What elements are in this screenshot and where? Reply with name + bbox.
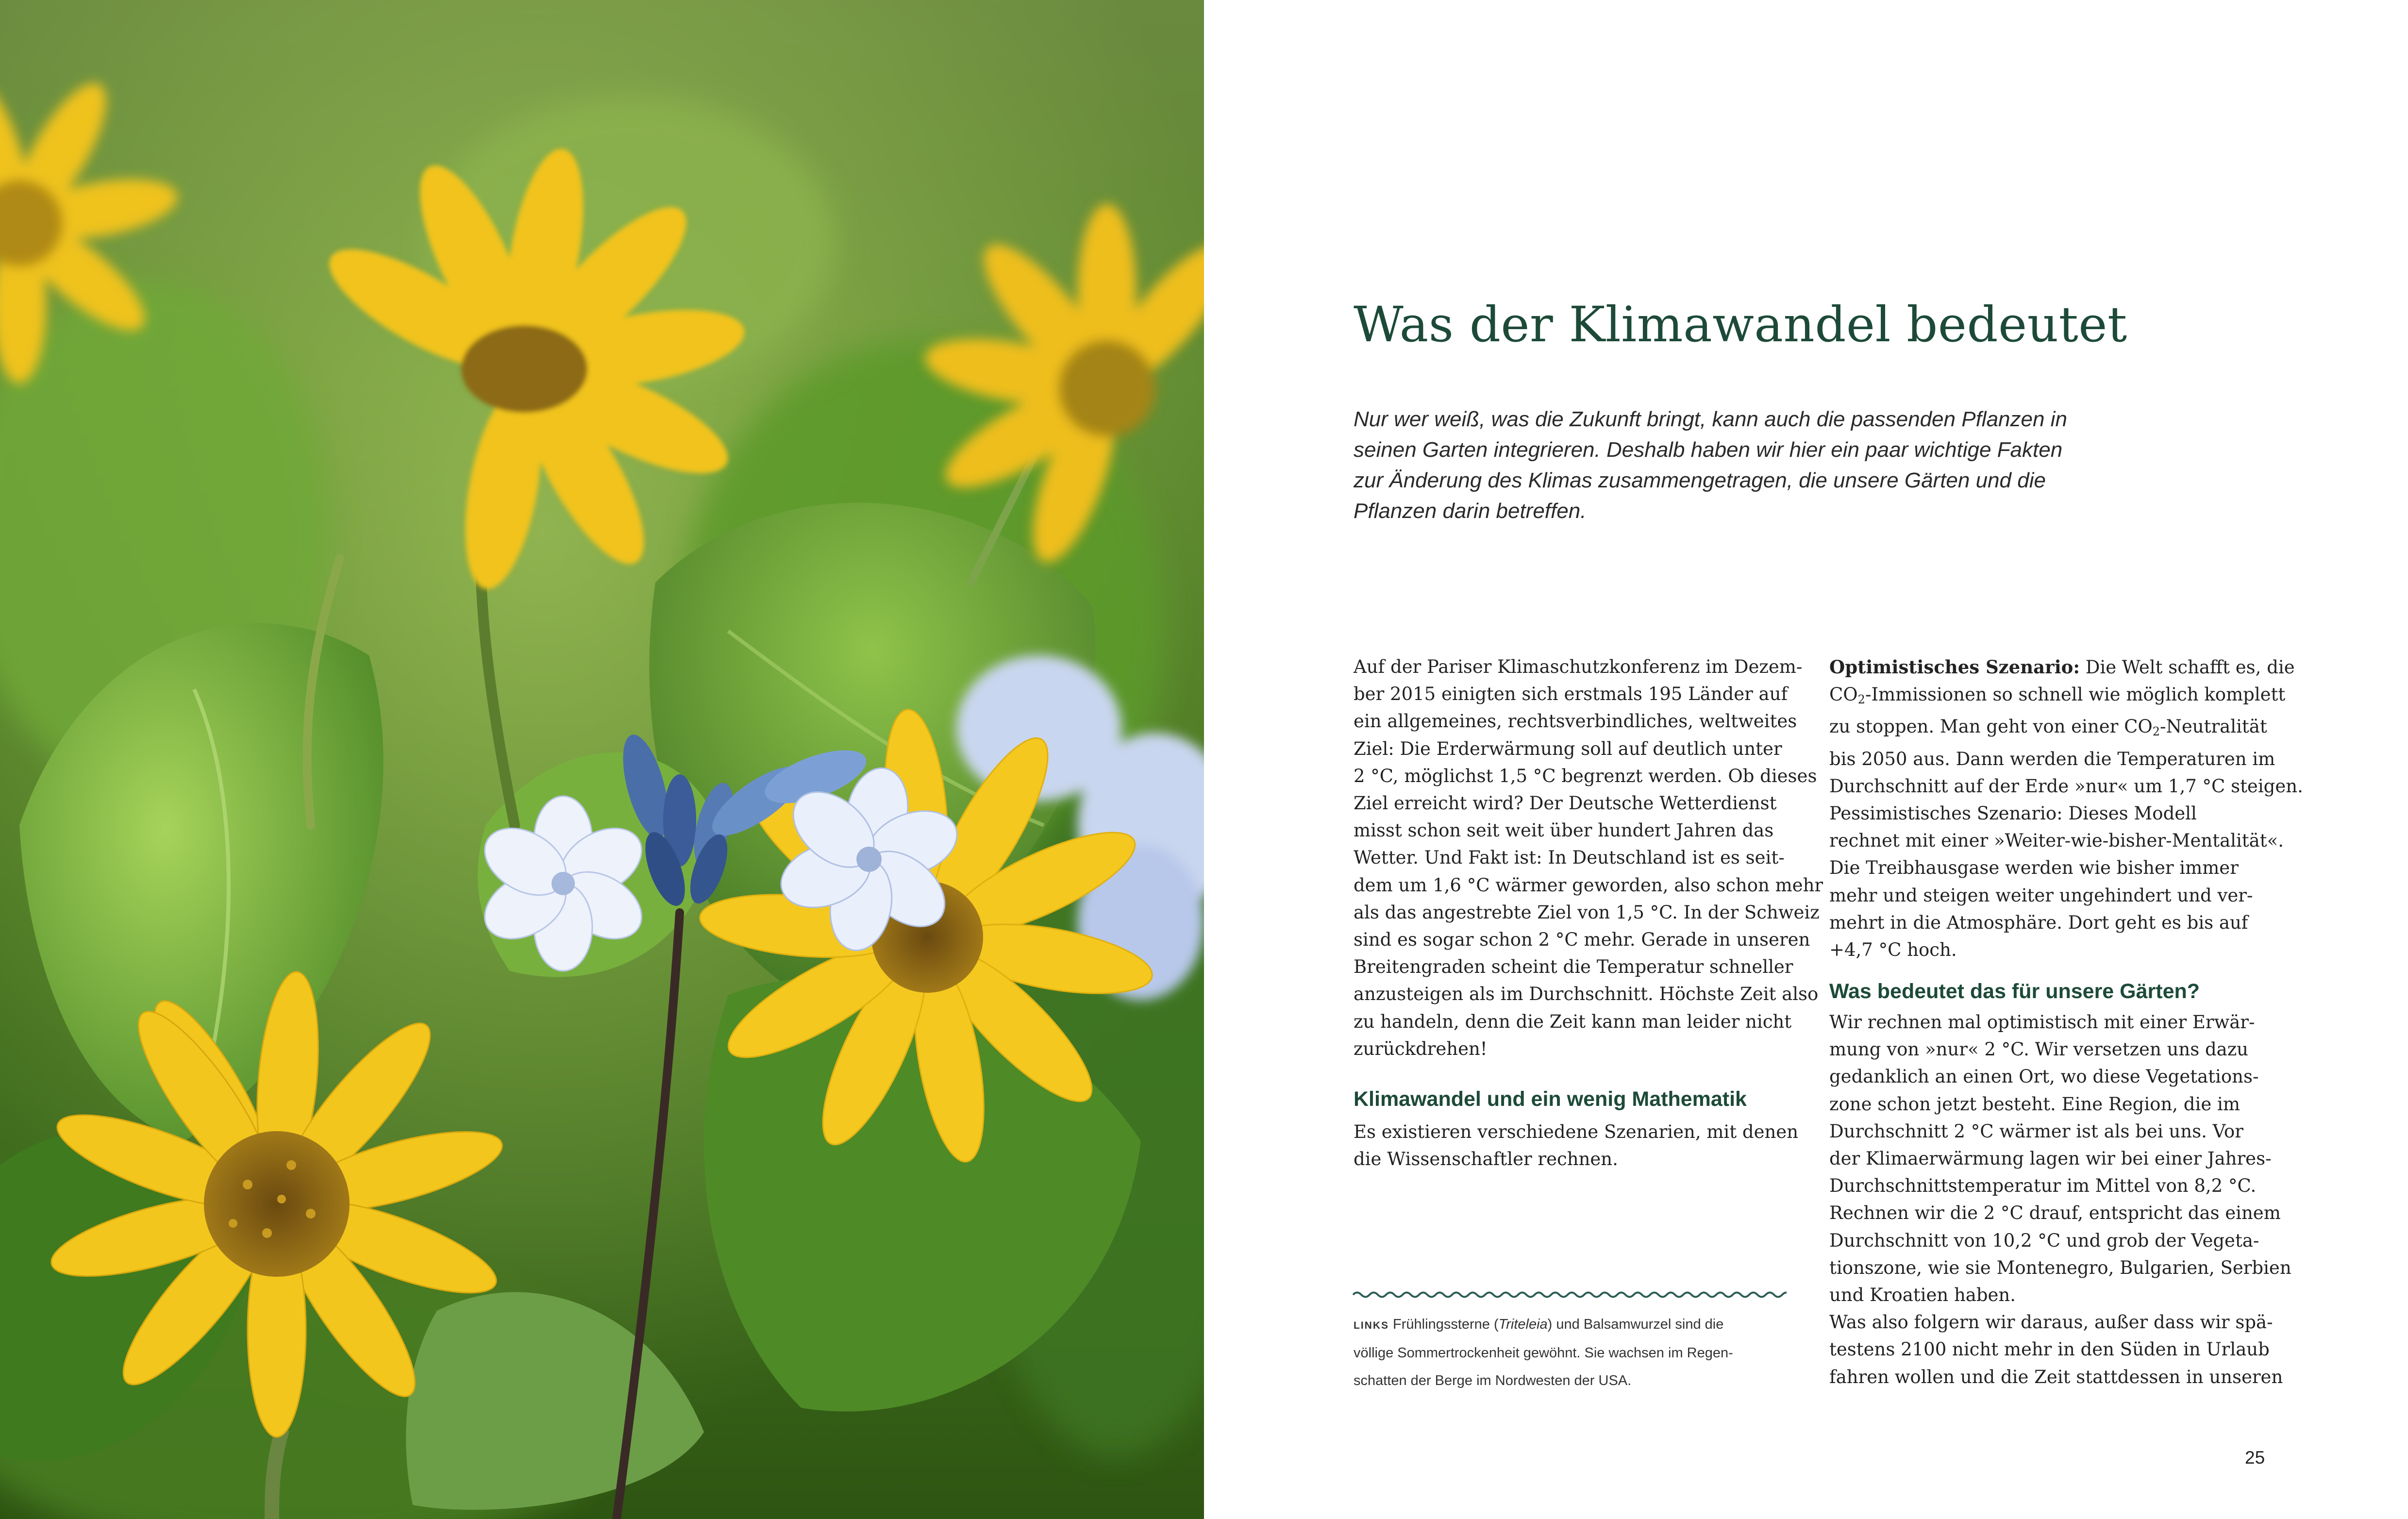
body-line: die Wissenschaftler rechnen. [1354,1149,1618,1170]
body-line: Ziel erreicht wird? Der Deutsche Wetterdienst [1354,793,1777,814]
caption-text: Frühlingssterne ( [1389,1317,1499,1332]
body-line: der Klimaerwärmung lagen wir bei einer Jahres- [1829,1148,2272,1169]
left-column-text [1354,653,1823,1063]
subheading-gardens: Was bedeutet das für unsere Gärten? [1829,980,2200,1003]
body-line: gedanklich an einen Ort, wo diese Vegetations- [1829,1066,2259,1087]
body-line: 2 °C, möglichst 1,5 °C begrenzt werden. Ob dieses [1354,765,1817,786]
body-line: +4,7 °C hoch. [1829,939,1957,961]
body-line: als das angestrebte Ziel von 1,5 °C. In der Schweiz [1354,901,1820,923]
body-line: tionszone, wie sie Montenegro, Bulgarien, Serbien [1829,1257,2291,1278]
body-line: anzusteigen als im Durchschnitt. Höchste Zeit also [1354,984,1819,1005]
co2-subscript: 2 [1857,693,1865,707]
body-text: -Immissionen so schnell wie möglich komplett [1865,684,2286,705]
body-line: Durchschnitt auf der Erde »nur« um 1,7 °C steigen. [1829,775,2303,797]
body-line: mehr und steigen weiter ungehindert und ver- [1829,885,2253,906]
body-line: Pessimistisches Szenario: Dieses Modell [1829,803,2197,824]
body-line: ber 2015 einigten sich erstmals 195 Länder auf [1354,684,1788,705]
body-line: zu handeln, denn die Zeit kann man leider nicht [1354,1011,1792,1032]
body-line: Durchschnittstemperatur im Mittel von 8,2 °C. [1829,1175,2257,1197]
body-line: Durchschnitt 2 °C wärmer ist als bei uns. Vor [1829,1120,2243,1142]
intro-line: Nur wer weiß, was die Zukunft bringt, kann auch die passenden Pflanzen in [1354,407,2067,431]
caption-label: LINKS [1354,1320,1389,1331]
intro-line: zur Änderung des Klimas zusammengetragen, die unsere Gärten und die [1354,468,2046,492]
right-column-text-b [1829,1009,2291,1391]
body-line: Rechnen wir die 2 °C drauf, entspricht das einem [1829,1202,2281,1224]
body-text: Die Welt schafft es, die [2079,657,2295,678]
body-line: Ziel: Die Erderwärmung soll auf deutlich unter [1354,738,1782,759]
optimistic-label: Optimistisches Szenario: [1829,656,2080,678]
body-line: Wetter. Und Fakt ist: In Deutschland ist es seit- [1354,847,1785,868]
body-line: Was also folgern wir daraus, außer dass wir spä- [1829,1312,2273,1333]
body-line: mehrt in die Atmosphäre. Dort geht es bis auf [1829,912,2248,933]
caption-line: völlige Sommertrockenheit gewöhnt. Sie wachsen im Regen- [1354,1345,1733,1361]
caption-text: ) und Balsamwurzel sind die [1547,1317,1724,1332]
co2-subscript: 2 [2152,725,2160,739]
body-line: und Kroatien haben. [1829,1285,2016,1306]
intro-line: seinen Garten integrieren. Deshalb haben wir hier ein paar wichtige Fakten [1354,438,2063,462]
body-line: rechnet mit einer »Weiter-wie-bisher-Mentalität«. [1829,830,2284,851]
body-line: misst schon seit weit über hundert Jahren das [1354,820,1774,841]
photo-caption [1354,1311,1733,1395]
left-column-text-b [1354,1118,1798,1173]
body-line: bis 2050 aus. Dann werden die Temperaturen im [1829,748,2275,769]
body-line: ein allgemeines, rechtsverbindliches, weltweites [1354,711,1797,732]
right-column-text [1829,653,2303,964]
body-line: Durchschnitt von 10,2 °C und grob der Vegeta- [1829,1230,2259,1251]
body-line: Breitengraden scheint die Temperatur schneller [1354,956,1793,978]
page-title: Was der Klimawandel bedeutet [1354,296,2127,353]
body-line: Auf der Pariser Klimaschutzkonferenz im Dezem- [1354,656,1803,677]
body-line: Es existieren verschiedene Szenarien, mit denen [1354,1121,1799,1142]
body-line: Die Treibhausgase werden wie bisher immer [1829,857,2239,879]
body-line: testens 2100 nicht mehr in den Süden in Urlaub [1829,1339,2270,1360]
body-line: fahren wollen und die Zeit stattdessen in unseren [1829,1366,2283,1387]
intro-paragraph [1354,404,2082,526]
body-text: zu stoppen. Man geht von einer CO [1829,716,2153,737]
intro-line: Pflanzen darin betreffen. [1354,499,1587,523]
caption-species: Triteleia [1498,1317,1548,1332]
page-number: 25 [2245,1448,2265,1468]
body-line: zone schon jetzt besteht. Eine Region, die im [1829,1093,2240,1115]
co2-text: CO [1829,684,1858,705]
wave-divider-icon [1352,1289,1787,1301]
body-text: -Neutralität [2160,716,2267,737]
caption-line: schatten der Berge im Nordwesten der USA. [1354,1373,1632,1388]
body-line: dem um 1,6 °C wärmer geworden, also schon mehr [1354,874,1823,896]
subheading-math: Klimawandel und ein wenig Mathematik [1354,1087,1747,1111]
body-line: zurückdrehen! [1354,1038,1488,1059]
body-line: sind es sogar schon 2 °C mehr. Gerade in unseren [1354,929,1810,951]
body-line: Wir rechnen mal optimistisch mit einer Erwär- [1829,1012,2255,1033]
body-line: mung von »nur« 2 °C. Wir versetzen uns dazu [1829,1039,2249,1060]
